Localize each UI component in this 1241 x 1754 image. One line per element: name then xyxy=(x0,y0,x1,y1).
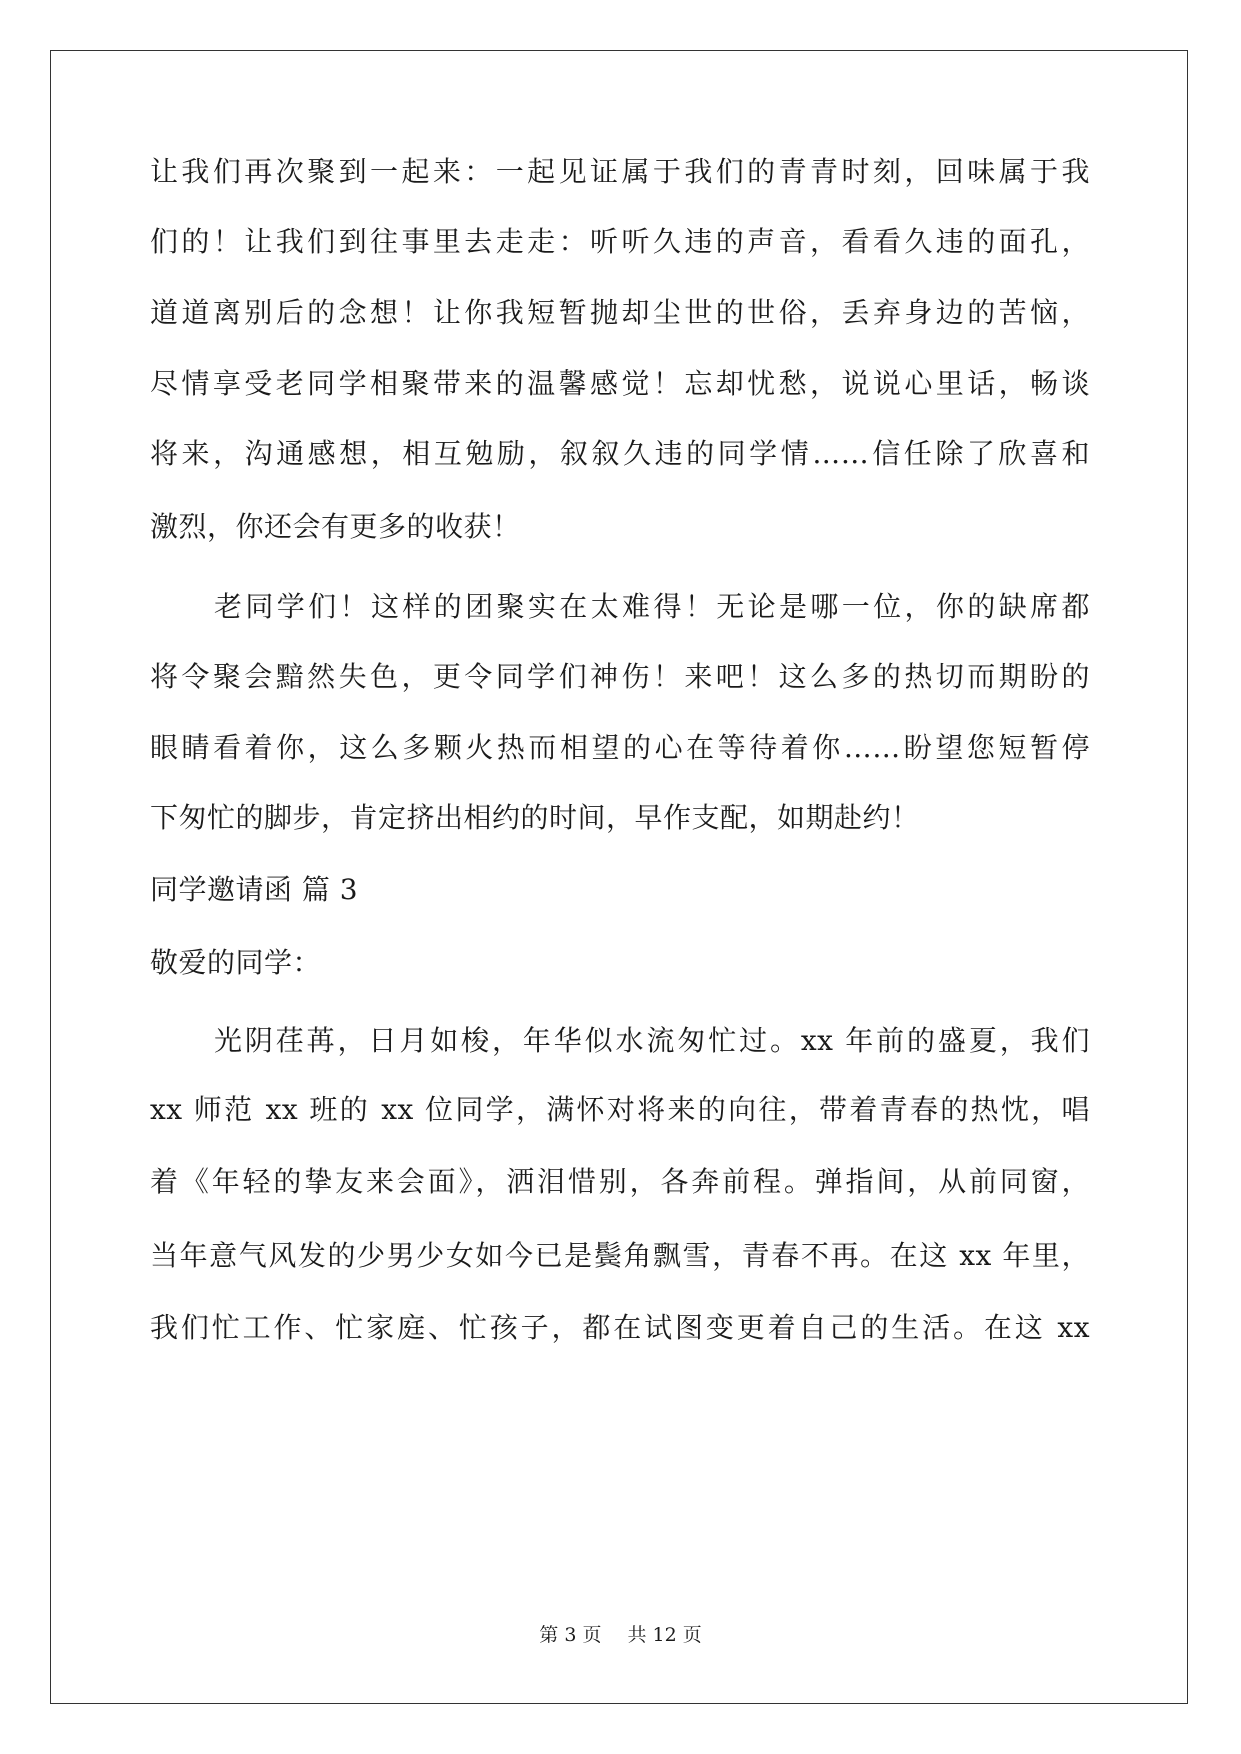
section-heading: 同学邀请函 篇 3 xyxy=(150,873,359,906)
body-line: 老同学们！这样的团聚实在太难得！无论是哪一位，你的缺席都 xyxy=(214,590,1090,623)
body-line: 道道离别后的念想！让你我短暂抛却尘世的世俗，丢弃身边的苦恼， xyxy=(150,296,1090,329)
body-line: 尽情享受老同学相聚带来的温馨感觉！忘却忧愁，说说心里话，畅谈 xyxy=(150,367,1090,400)
body-line: 将来，沟通感想，相互勉励，叙叙久违的同学情……信任除了欣喜和 xyxy=(150,437,1090,470)
body-line: 我们忙工作、忙家庭、忙孩子，都在试图变更着自己的生活。在这 xx xyxy=(150,1311,1090,1344)
body-line: 激烈，你还会有更多的收获！ xyxy=(150,510,521,543)
body-line: 将令聚会黯然失色，更令同学们神伤！来吧！这么多的热切而期盼的 xyxy=(150,660,1090,693)
body-line: 们的！让我们到往事里去走走：听听久违的声音，看看久违的面孔， xyxy=(150,225,1090,258)
body-line: 下匆忙的脚步，肯定挤出相约的时间，早作支配，如期赴约！ xyxy=(150,801,920,834)
body-line: 着《年轻的挚友来会面》，洒泪惜别，各奔前程。弹指间，从前同窗， xyxy=(150,1165,1090,1198)
body-line: 眼睛看着你，这么多颗火热而相望的心在等待着你……盼望您短暂停 xyxy=(150,731,1090,764)
page-total: 共 12 页 xyxy=(627,1624,702,1646)
body-line: 让我们再次聚到一起来：一起见证属于我们的青青时刻，回味属于我 xyxy=(150,155,1090,188)
page-footer xyxy=(0,1622,1241,1648)
body-line: 当年意气风发的少男少女如今已是鬓角飘雪，青春不再。在这 xx 年里， xyxy=(150,1239,1090,1272)
body-line: 光阴荏苒，日月如梭，年华似水流匆忙过。xx 年前的盛夏，我们 xyxy=(214,1024,1090,1057)
page-number: 第 3 页 xyxy=(539,1624,602,1646)
salutation: 敬爱的同学： xyxy=(150,946,322,979)
body-line: xx 师范 xx 班的 xx 位同学，满怀对将来的向往，带着青春的热忱，唱 xyxy=(150,1093,1090,1126)
